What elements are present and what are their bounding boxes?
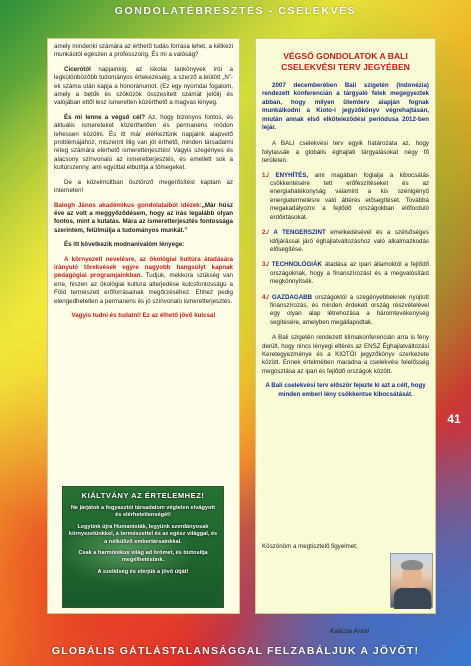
item-lead: TECHNOLÓGIÁK	[271, 261, 322, 269]
manifesto-line: Ne járjátok a fogyasztói társadalom végtelen elvágyott és elérhetetlenségét!	[70, 505, 216, 519]
item-number: 4./	[262, 293, 269, 301]
item-lead: ENYHÍTÉS,	[275, 171, 309, 179]
paragraph	[54, 241, 233, 249]
manifesto-title: KIÁLTVÁNY AZ ÉRTELEMHEZ!	[81, 491, 205, 500]
paragraph	[54, 114, 233, 173]
paragraph-text: És itt következik modnanivalóm lényege:	[64, 241, 185, 249]
intro-paragraph: 2007 decemberében Bali szigetén (Indonézia) rendezett konferencián a tárgyaló felek megegyeztek abban, hogy milyen ütemterv alapján fognak munkálkodni a Kioto-i jegyzőkönyv végrehajtásán, miután annak első elkötelezödési periódusa 2012-ben lejár.	[262, 82, 429, 132]
paragraph: A Bali szigetén rendezett klímakonferencián arra is fény derült, hogy nincs lényegi eltérés az ENSZ Éghajlatváltozási Keretegyezménye és a KIOTÓI jegyzőkönyv szerkezete között. Ennek értelmében maradna a cselekvési felelősség megosztása az ipari és fejlődő országok között.	[262, 334, 429, 375]
paragraph-text: Tudjuk, mekkora szükség van erre, hiszen az ökológiai kultúra alterjedése kulcsfontosságú a Föld természeti erőforrásainak megőrzéséhez. Ehhez pedig elengedhetetlen a permanens és jó színvonalú ismeretterjesztés.	[54, 272, 234, 305]
item-text: átadása az ipari államoktól a fejlődő országoknak, hogy a finanszírozást és a megvalósítást megkönnyítsék.	[270, 261, 429, 286]
manifesto-line: Csak a harmónikus világ ad örömet, és biztosítja megélhetésünk.	[78, 550, 208, 564]
thanks-text: Köszönöm a megtisztelő figyelmet:	[262, 543, 358, 550]
quote-text: „Már húsz éve az volt a meggyőződésem, hogy az írás legalább olyan fontos, mint a kutatás. Mára az ismeretterjesztés fontossága szerintem, felülmúlja a tudományos munkát.”	[54, 201, 234, 234]
highlight-text: A környezeti nevelésre, az ökológiai kultúra átadására irányuló törekvések egyre nagyobb hangsúlyt kapnak pedagógiai programjainkban.	[54, 255, 233, 280]
photo-hair	[401, 560, 423, 570]
item-lead: A TENGERSZINT	[273, 229, 326, 237]
item-lead: GAZDAGABB	[271, 293, 313, 301]
item-text: emelkedésével és a szélsőséges időjárással járó éghajlatváltozáshoz való alkalmazkodás elősegítése.	[270, 229, 429, 253]
page-number: 41	[447, 412, 461, 426]
item-number: 2./	[262, 229, 269, 237]
key-message: Vagyis tudni és tudatni! Ez az élhető jövő kulcsa!	[71, 311, 216, 319]
quote-paragraph	[54, 202, 233, 236]
list-item	[262, 294, 429, 328]
paragraph-text: Az, hogy bizonyos fontos, és aktuális ismereteket közérthetően és permanens módon lehessen közölni. És itt már elérkeztünk napjaink alapvető problémájához, miszerint illig van jól érthető, minden társadalmi réteg számára elérhető ismeretterjesztés! Vagyis szegényes és alacsony színvonalú az ismeretterjesztés, és emellett sok a kultúrszenny, ami együttal elbutítja a tömegeket.	[54, 113, 233, 172]
list-item	[262, 172, 429, 222]
author-signature: Kalicza Antal	[330, 628, 370, 635]
item-text: ami magában foglalja a kibocsátás csökkentésére tett erőfeszítéseket és az energiahatékonyság valamint a kis szénigényű energiatermelésre való áttérés elősegítését. Továbbá megakadályozni a fejlődő országokban előforduló erdőirtásokat.	[270, 171, 429, 221]
quote-source: Balogh János akadémikus gondolataiból idézek:	[54, 201, 202, 209]
manifesto-box	[62, 486, 224, 608]
page-footer: GLOBÁLIS GÁTLÁSTALANSÁGGAL FELZABÁLJUK A JÖVŐT!	[51, 645, 420, 657]
closing-statement: A Bali cselekvési terv először fejezte ki azt a célt, hogy minden emberi lény csökkentse kibocsátását.	[265, 382, 426, 398]
right-column	[255, 38, 436, 614]
manifesto-line: Legyünk újra Humanisták, legyünk szerdányosak környezetünkkel, a természettel és az egész világgal, és a nélküliző embertársainkkal.	[68, 523, 218, 545]
paragraph-text: napjainkig, az iskolai tankönyvek írói a legkülönbözőbb tudományos értekezéseig, a szerző a leütött „N”-ek száma után kapja a honoráriumot. (Ez egy nyomdai fogalom, amely a betűk és szóközök összesített számát jelöli) és valójában ettől lesz ismeretlen közérthető a magvas lényeg.	[54, 65, 233, 107]
list-item	[262, 229, 429, 254]
section-title: VÉGSŐ GONDOLATOK A BALI CSELEKVÉSI TERV JEGYÉBEN	[281, 51, 410, 72]
paragraph-lead: Cicerótól	[64, 65, 91, 73]
item-text: országoktól a szegényebbeknek nyújtott finanszírozás, és minden érdekelt ország részvételével egy olyan alap létrehozása a háromtevékenység segítésére, amelyben megállapodtak.	[270, 293, 429, 326]
list-item	[262, 261, 429, 286]
paragraph: De a közelmúltban ösztönző megerősítést kaptam az interneten!	[54, 178, 233, 195]
paragraph	[54, 256, 233, 306]
paragraph	[54, 66, 233, 108]
paragraph: amely mindenki számára az érthető tudás forrása lehet, a kétkezi munkástól egészen a professzorig. És mi a valóság?	[54, 43, 233, 59]
manifesto-line: A szelídség és elérjük a jövő útját!	[97, 568, 189, 575]
item-number: 3./	[262, 261, 269, 269]
paragraph: A BALI cselekvési terv egyik határozata az, hogy folytassák a globális éghajlati tárgyalásokat négy fő területen.	[262, 140, 429, 165]
item-number: 1./	[262, 171, 269, 179]
author-photo	[390, 553, 433, 608]
paragraph-lead: És mi lenne a végső cél?	[64, 113, 146, 121]
page-header: GONDOLATÉBRESZTÉS - CSELEKVÉS	[114, 5, 357, 17]
photo-suit	[394, 588, 431, 609]
